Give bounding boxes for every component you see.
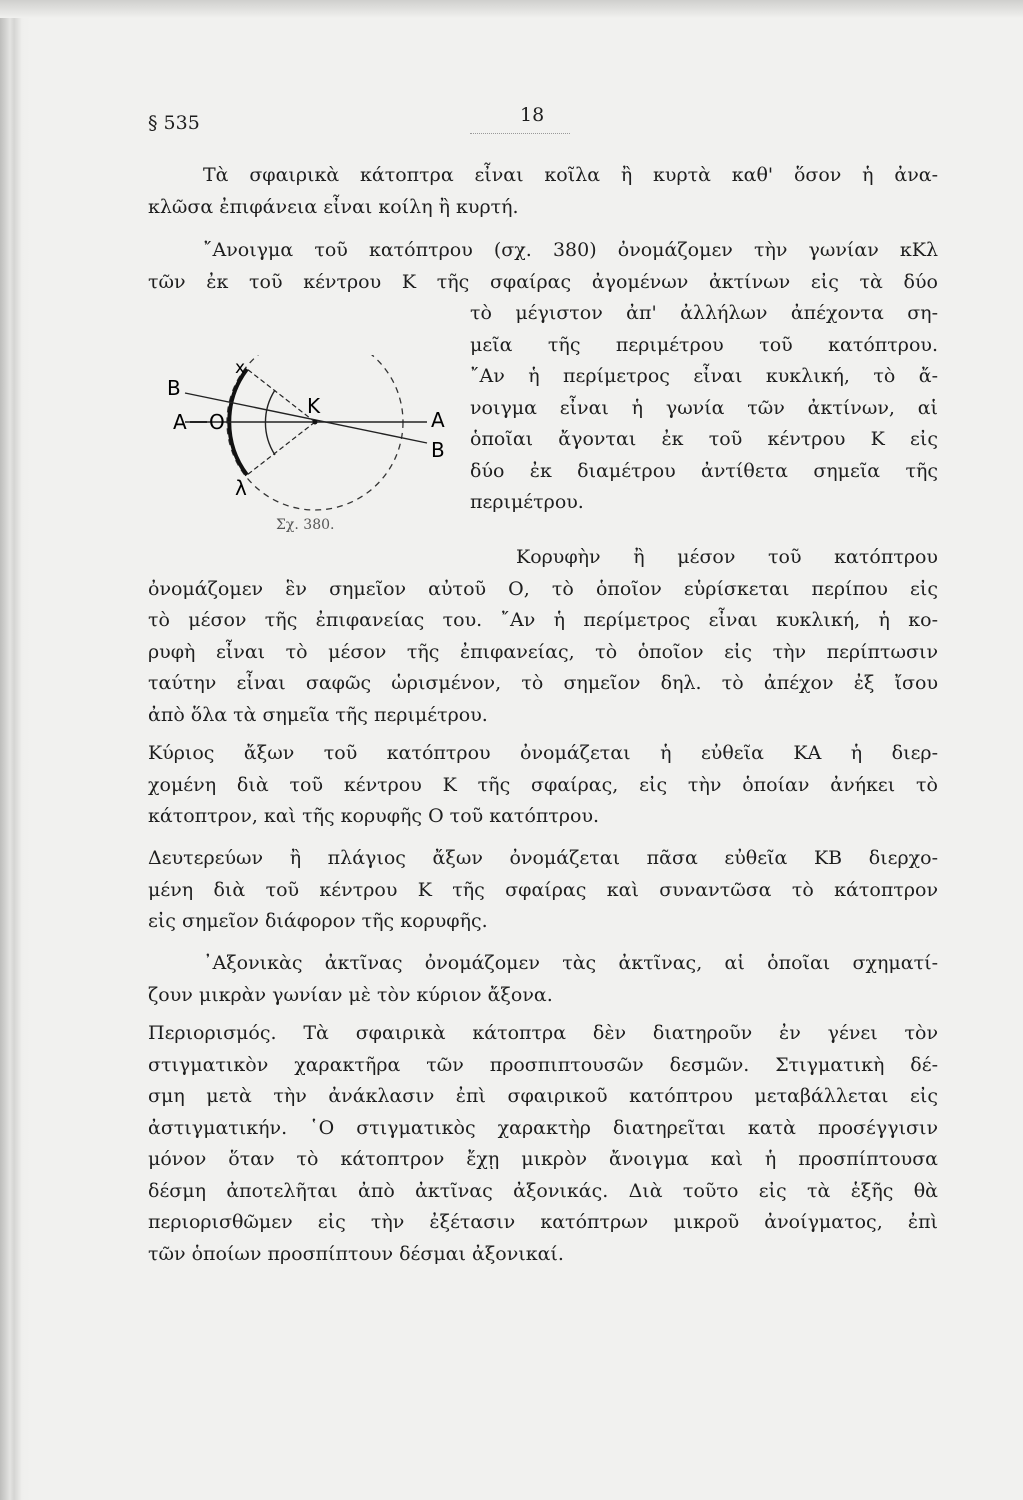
text-line: περιορισθῶμεν εἰς τὴν ἐξέτασιν κατόπτρων μικροῦ ἀνοίγματος, ἐπὶ (148, 1211, 938, 1233)
text-line: τὸ μέγιστον ἀπ' ἀλλήλων ἀπέχοντα ση- (470, 302, 938, 324)
page-top-edge (0, 0, 1023, 18)
text-line: τῶν ὁποίων προσπίπτουν δέσμαι ἀξονικαί. (148, 1242, 564, 1265)
page-number: 18 (520, 104, 545, 126)
text-line: ὀνομάζομεν ἓν σημεῖον αὐτοῦ Ο, τὸ ὁποῖον εὑρίσκεται περίπου εἰς (148, 577, 938, 600)
label-k: K (307, 394, 321, 418)
text-line: χομένη διὰ τοῦ κέντρου Κ τῆς σφαίρας, εἰς τὴν ὁποίαν ἀνήκει τὸ (148, 773, 938, 796)
text-line: ρυφὴ εἶναι τὸ μέσον τῆς ἐπιφανείας, τὸ ὁποῖον εἰς τὴν περίπτωσιν (148, 640, 938, 663)
text-line: μεῖα τῆς περιμέτρου τοῦ κατόπτρου. (470, 333, 938, 356)
text-line: νοιγμα εἶναι ἡ γωνία τῶν ἀκτίνων, αἱ (470, 396, 938, 419)
paragraph-aperture-continued (470, 298, 938, 519)
paragraph-axial-rays (148, 948, 938, 1011)
label-a-left: A (173, 410, 187, 434)
paragraph-aperture (148, 235, 938, 298)
text-line: εἰς σημεῖον διάφορον τῆς κορυφῆς. (148, 910, 488, 932)
text-line: σμη μετὰ τὴν ἀνάκλασιν ἐπὶ σφαιρικοῦ κατόπτρου μεταβάλλεται εἰς (148, 1085, 938, 1107)
paragraph-spherical-mirrors (148, 160, 938, 223)
text-line: στιγματικὸν χαρακτῆρα τῶν προσπιπτουσῶν δεσμῶν. Στιγματικὴ δέ- (148, 1053, 938, 1076)
text-line: τὸ μέσον τῆς ἐπιφανείας του. ῎Αν ἡ περίμετρος εἶναι κυκλική, ἡ κο- (148, 609, 938, 631)
label-o: O (209, 410, 225, 434)
text-line: μένη διὰ τοῦ κέντρου Κ τῆς σφαίρας καὶ συναντῶσα τὸ κάτοπτρον (148, 878, 938, 901)
text-line: ἀπὸ ὅλα τὰ σημεῖα τῆς περιμέτρου. (148, 703, 488, 726)
text-line: ῎Ανοιγμα τοῦ κατόπτρου (σχ. 380) ὀνομάζομεν τὴν γωνίαν κΚλ (203, 239, 938, 261)
text-line: δύο ἐκ διαμέτρου ἀντίθετα σημεῖα τῆς (470, 459, 938, 482)
text-line: ταύτην εἶναι σαφῶς ὡρισμένον, τὸ σημεῖον δηλ. τὸ ἀπέχον ἐξ ἴσου (148, 672, 938, 694)
text-line: Τὰ σφαιρικὰ κάτοπτρα εἶναι κοῖλα ἢ κυρτὰ καθ' ὅσον ἡ ἀνα- (203, 164, 938, 186)
radius-to-lambda-line (247, 422, 315, 475)
text-line: ὁποῖαι ἄγονται ἐκ τοῦ κέντρου Κ εἰς (470, 428, 938, 450)
text-line: κάτοπτρον, καὶ τῆς κορυφῆς Ο τοῦ κατόπτρου. (148, 805, 600, 827)
text-line: κλῶσα ἐπιφάνεια εἶναι κοίλη ἢ κυρτή. (148, 195, 519, 218)
text-line: ᾿Αξονικὰς ἀκτῖνας ὀνομάζομεν τὰς ἀκτῖνας, αἱ ὁποῖαι σχηματί- (203, 952, 938, 974)
label-b-left: B (167, 376, 181, 400)
label-x: x (235, 358, 246, 378)
paragraph-principal-axis (148, 738, 938, 833)
radius-to-x-line (247, 369, 315, 422)
section-number: § 535 (148, 112, 200, 134)
text-line: Κορυφὴν ἢ μέσον τοῦ κατόπτρου (516, 546, 938, 568)
label-a-right: A (431, 408, 445, 432)
paragraph-vertex (148, 542, 938, 731)
text-line: Περιορισμός. Τὰ σφαιρικὰ κάτοπτρα δὲν διατηροῦν ἐν γένει τὸν (148, 1022, 938, 1044)
text-line: Κύριος ἄξων τοῦ κατόπτρου ὀνομάζεται ἡ εὐθεῖα ΚΑ ἡ διερ- (148, 742, 938, 764)
label-b-right: B (431, 438, 445, 462)
text-line: δέσμη ἀποτελῆται ἀπὸ ἀκτῖνας ἀξονικάς. Διὰ τοῦτο εἰς τὰ ἑξῆς θὰ (148, 1179, 938, 1202)
text-line: Δευτερεύων ἢ πλάγιος ἄξων ὀνομάζεται πᾶσα εὐθεῖα ΚΒ διερχο- (148, 847, 938, 869)
label-lambda: λ (235, 476, 247, 500)
figure-caption: Σχ. 380. (276, 517, 335, 533)
paragraph-secondary-axis (148, 843, 938, 938)
text-line: ζουν μικρὰν γωνίαν μὲ τὸν κύριον ἄξονα. (148, 983, 553, 1006)
page-binding-edge (0, 0, 30, 1500)
paragraph-limitation (148, 1018, 938, 1270)
text-line: ἀστιγματικήν. ῾Ο στιγματικὸς χαρακτὴρ διατηρεῖται κατὰ προσέγγισιν (148, 1116, 938, 1139)
text-line: ῎Αν ἡ περίμετρος εἶναι κυκλική, τὸ ἄ- (470, 365, 938, 387)
center-point-k (313, 420, 318, 425)
text-line: μόνον ὅταν τὸ κάτοπτρον ἔχῃ μικρὸν ἄνοιγμα καὶ ἡ προσπίπτουσα (148, 1148, 938, 1170)
text-line: περιμέτρου. (470, 491, 584, 513)
page-number-rule (470, 133, 570, 134)
text-line: τῶν ἐκ τοῦ κέντρου Κ τῆς σφαίρας ἀγομένων ἀκτίνων εἰς τὰ δύο (148, 270, 938, 293)
